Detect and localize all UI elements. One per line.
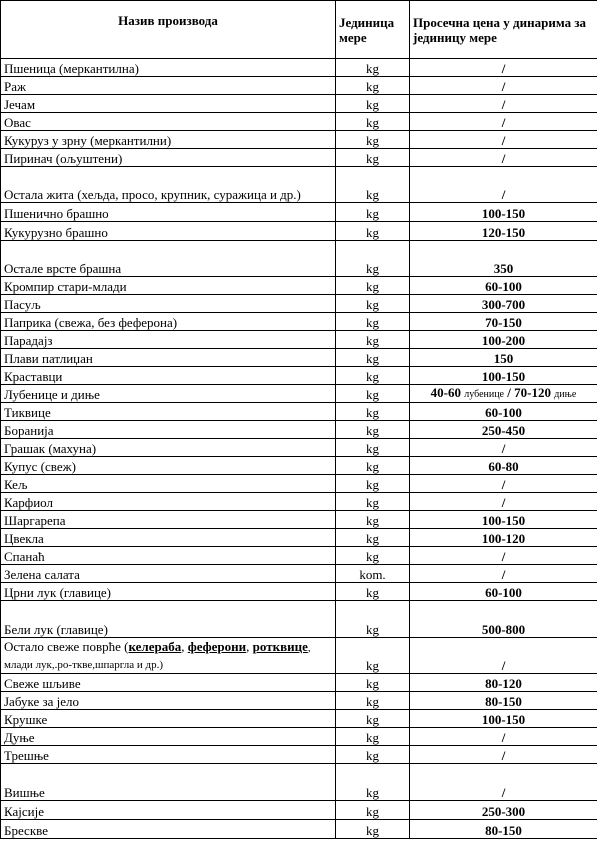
unit-cell: kg <box>336 241 410 277</box>
product-name: Краставци <box>1 367 336 385</box>
price-cell: / <box>410 638 597 674</box>
table-row <box>1 313 597 331</box>
unit-cell: kg <box>336 457 410 475</box>
table-row <box>1 801 597 820</box>
table-row <box>1 222 597 241</box>
price-cell: 100-150 <box>410 367 597 385</box>
unit-cell: kg <box>336 313 410 331</box>
table-row <box>1 113 597 131</box>
table-row <box>1 439 597 457</box>
unit-cell: kg <box>336 746 410 764</box>
product-name: Крушке <box>1 710 336 728</box>
header-price: Просечна цена у динарима за јединицу мере <box>410 1 597 59</box>
price-cell: 500-800 <box>410 601 597 638</box>
table-row <box>1 692 597 710</box>
unit-cell: kg <box>336 547 410 565</box>
unit-cell: kg <box>336 421 410 439</box>
table-row <box>1 674 597 692</box>
price-cell: / <box>410 113 597 131</box>
product-name: Бели лук (главице) <box>1 601 336 638</box>
table-row <box>1 601 597 638</box>
header-row <box>1 1 597 59</box>
product-name: Кромпир стари-млади <box>1 277 336 295</box>
product-name: Јабуке за јело <box>1 692 336 710</box>
price-cell: / <box>410 95 597 113</box>
product-name <box>1 638 336 674</box>
product-name: Кајсије <box>1 801 336 820</box>
product-name: Раж <box>1 77 336 95</box>
table-row <box>1 583 597 601</box>
price-cell: 350 <box>410 241 597 277</box>
unit-cell: kg <box>336 511 410 529</box>
product-name: Парадајз <box>1 331 336 349</box>
unit-cell: kg <box>336 820 410 839</box>
unit-cell: kg <box>336 113 410 131</box>
unit-cell: kg <box>336 764 410 801</box>
unit-cell: kg <box>336 638 410 674</box>
unit-cell: kg <box>336 131 410 149</box>
note-melon: диње <box>554 389 577 400</box>
price-cell: 80-150 <box>410 692 597 710</box>
header-name: Назив производа <box>1 1 336 59</box>
unit-cell: kg <box>336 203 410 222</box>
unit-cell: kg <box>336 167 410 203</box>
unit-cell: kg <box>336 331 410 349</box>
other-veg-comma: , <box>246 639 253 654</box>
table-row <box>1 203 597 222</box>
price-cell: / <box>410 493 597 511</box>
unit-cell: kg <box>336 801 410 820</box>
price-cell: 80-120 <box>410 674 597 692</box>
table-row <box>1 820 597 839</box>
price-cell: / <box>410 59 597 77</box>
product-name: Боранија <box>1 421 336 439</box>
table-row <box>1 77 597 95</box>
product-name: Шаргарепа <box>1 511 336 529</box>
kohlrabi-link: келераба <box>128 639 182 654</box>
price-cell: 60-100 <box>410 403 597 421</box>
price-cell: 100-150 <box>410 511 597 529</box>
peppers-link: феферони <box>187 639 247 654</box>
price-cell: / <box>410 728 597 746</box>
price-cell: / <box>410 149 597 167</box>
unit-cell: kg <box>336 222 410 241</box>
table-row <box>1 95 597 113</box>
unit-cell: kg <box>336 349 410 367</box>
table-row <box>1 331 597 349</box>
product-name: Пшенично брашно <box>1 203 336 222</box>
table-row <box>1 149 597 167</box>
unit-cell: kom. <box>336 565 410 583</box>
table-row <box>1 131 597 149</box>
table-row <box>1 403 597 421</box>
table-row <box>1 710 597 728</box>
unit-cell: kg <box>336 295 410 313</box>
product-name: Трешње <box>1 746 336 764</box>
price-cell: / <box>410 746 597 764</box>
product-name: Купус (свеж) <box>1 457 336 475</box>
product-name: Кељ <box>1 475 336 493</box>
price-cell: 300-700 <box>410 295 597 313</box>
price-cell: / <box>410 764 597 801</box>
product-name: Паприка (свежа, без феферона) <box>1 313 336 331</box>
price-cell: / <box>410 439 597 457</box>
price-cell: 250-450 <box>410 421 597 439</box>
price-cell <box>410 385 597 403</box>
price-cell: / <box>410 131 597 149</box>
table-row <box>1 493 597 511</box>
unit-cell: kg <box>336 493 410 511</box>
price-cell: 100-150 <box>410 203 597 222</box>
unit-cell: kg <box>336 692 410 710</box>
unit-cell: kg <box>336 385 410 403</box>
price-cell: / <box>410 77 597 95</box>
other-veg-rest: , млади лук,.ро-тквe,шпаргла и др.) <box>4 642 311 671</box>
product-name: Пиринач (ољуштени) <box>1 149 336 167</box>
product-name: Вишње <box>1 764 336 801</box>
table-row <box>1 475 597 493</box>
table-row <box>1 746 597 764</box>
product-name: Спанаћ <box>1 547 336 565</box>
unit-cell: kg <box>336 728 410 746</box>
unit-cell: kg <box>336 95 410 113</box>
price-cell: 120-150 <box>410 222 597 241</box>
price-cell: 60-80 <box>410 457 597 475</box>
table-row <box>1 59 597 77</box>
product-name: Грашак (махуна) <box>1 439 336 457</box>
product-name: Свеже шљиве <box>1 674 336 692</box>
price-melon: 70-120 <box>514 385 551 400</box>
other-veg-lead: Остало свеже поврће ( <box>4 639 129 654</box>
price-cell: 100-120 <box>410 529 597 547</box>
price-cell: 100-200 <box>410 331 597 349</box>
header-unit: Јединица мере <box>336 1 410 59</box>
price-cell: 150 <box>410 349 597 367</box>
table-row <box>1 457 597 475</box>
product-name: Карфиол <box>1 493 336 511</box>
price-cell: 100-150 <box>410 710 597 728</box>
table-row <box>1 241 597 277</box>
table-row <box>1 349 597 367</box>
unit-cell: kg <box>336 583 410 601</box>
table-row <box>1 565 597 583</box>
table-row <box>1 728 597 746</box>
unit-cell: kg <box>336 367 410 385</box>
unit-cell: kg <box>336 59 410 77</box>
price-cell: / <box>410 547 597 565</box>
table-row <box>1 385 597 403</box>
product-name: Кукурузно брашно <box>1 222 336 241</box>
product-name: Дуње <box>1 728 336 746</box>
price-cell: / <box>410 565 597 583</box>
product-name: Овас <box>1 113 336 131</box>
other-veg-comma: , <box>181 639 188 654</box>
price-cell: / <box>410 475 597 493</box>
price-cell: 60-100 <box>410 277 597 295</box>
price-cell: 70-150 <box>410 313 597 331</box>
unit-cell: kg <box>336 529 410 547</box>
unit-cell: kg <box>336 277 410 295</box>
note-watermelon: лубенице <box>464 389 504 400</box>
product-name: Плави патлиџан <box>1 349 336 367</box>
product-name: Цвекла <box>1 529 336 547</box>
table-row <box>1 367 597 385</box>
radish-link: ротквице <box>252 639 308 654</box>
price-cell: 80-150 <box>410 820 597 839</box>
unit-cell: kg <box>336 674 410 692</box>
product-name: Јечам <box>1 95 336 113</box>
unit-cell: kg <box>336 149 410 167</box>
table-row <box>1 295 597 313</box>
unit-cell: kg <box>336 710 410 728</box>
table-row <box>1 277 597 295</box>
product-name: Тиквице <box>1 403 336 421</box>
unit-cell: kg <box>336 439 410 457</box>
product-name: Бресквe <box>1 820 336 839</box>
unit-cell: kg <box>336 475 410 493</box>
table-row <box>1 638 597 674</box>
product-name: Остале врсте брашна <box>1 241 336 277</box>
table-row <box>1 547 597 565</box>
product-name: Кукуруз у зрну (меркантилни) <box>1 131 336 149</box>
table-row <box>1 421 597 439</box>
price-cell: 250-300 <box>410 801 597 820</box>
table-row <box>1 167 597 203</box>
unit-cell: kg <box>336 601 410 638</box>
price-separator: / <box>507 385 511 400</box>
product-name: Црни лук (главице) <box>1 583 336 601</box>
table-row <box>1 511 597 529</box>
unit-cell: kg <box>336 77 410 95</box>
price-cell: 60-100 <box>410 583 597 601</box>
product-name: Остала жита (хељда, просо, крупник, суражица и др.) <box>1 167 336 203</box>
product-name: Пшеница (меркантилна) <box>1 59 336 77</box>
product-name: Зелена салата <box>1 565 336 583</box>
product-name: Пасуљ <box>1 295 336 313</box>
table-row <box>1 764 597 801</box>
unit-cell: kg <box>336 403 410 421</box>
price-cell: / <box>410 167 597 203</box>
table-row <box>1 529 597 547</box>
price-watermelon: 40-60 <box>430 385 461 400</box>
product-name: Лубенице и диње <box>1 385 336 403</box>
